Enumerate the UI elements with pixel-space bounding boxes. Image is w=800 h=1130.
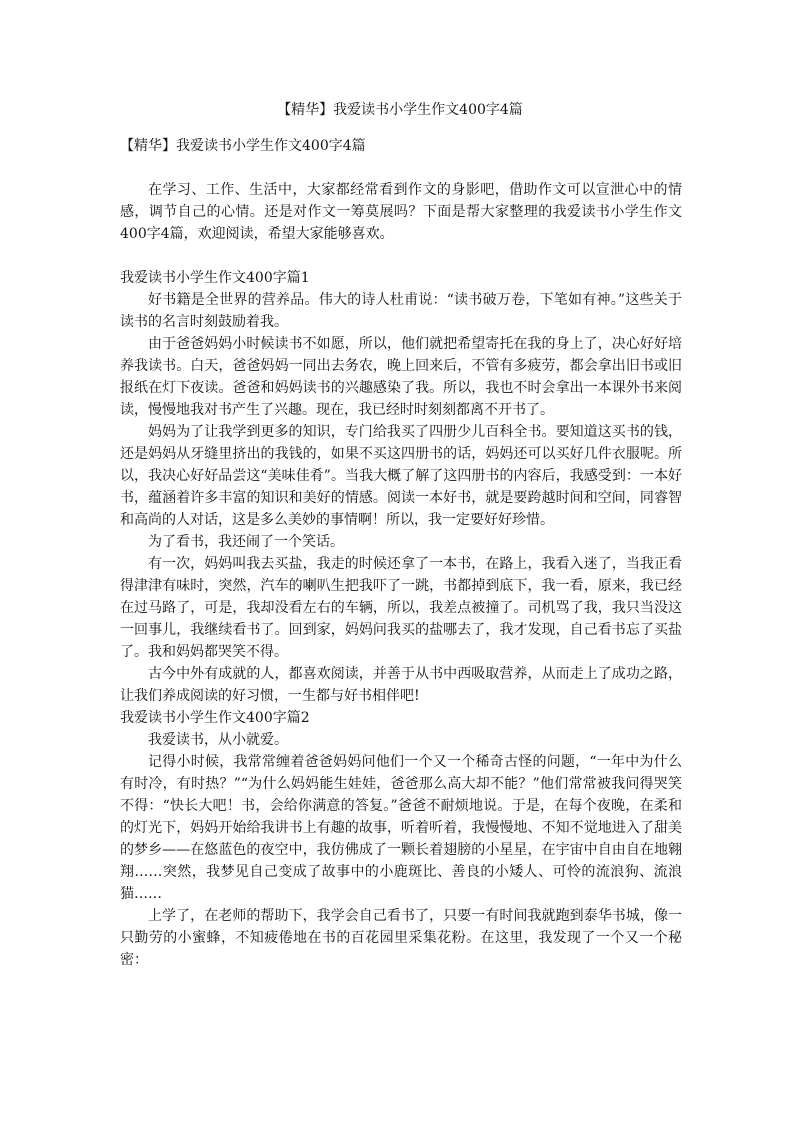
document-subtitle: 【精华】我爱读书小学生作文400字4篇 <box>120 138 366 154</box>
paragraph: 我爱读书，从小就爱。 <box>148 732 288 748</box>
paragraph: 为了看书，我还闹了一个笑话。 <box>148 534 344 550</box>
paragraph: 古今中外有成就的人，都喜欢阅读，并善于从书中西吸取营养，从而走上了成功之路，让我们养成阅读的好习惯，一生都与好书相伴吧! <box>120 666 682 704</box>
paragraph: 好书籍是全世界的营养品。伟大的诗人杜甫说：“读书破万卷，下笔如有神。”这些关于读书的名言时刻鼓励着我。 <box>120 292 682 330</box>
section-heading: 我爱读书小学生作文400字篇2 <box>120 710 310 726</box>
section-heading: 我爱读书小学生作文400字篇1 <box>120 270 310 286</box>
paragraph: 妈妈为了让我学到更多的知识，专门给我买了四册少儿百科全书。要知道这买书的钱，还是妈妈从牙缝里挤出的我钱的，如果不买这四册书的话，妈妈还可以买好几件衣服呢。所以，我决心好好品尝这“美味佳肴”。当我大概了解了这四册书的内容后，我感受到：一本好书，蕴涵着许多丰富的知识和美好的情感。阅读一本好书，就是要跨越时间和空间，同睿智和高尚的人对话，这是多么美妙的事情啊！所以，我一定要好好珍惜。 <box>120 424 682 528</box>
intro-paragraph: 在学习、工作、生活中，大家都经常看到作文的身影吧，借助作文可以宣泄心中的情感，调节自己的心情。还是对作文一筹莫展吗？下面是帮大家整理的我爱读书小学生作文400字4篇，欢迎阅读，希望大家能够喜欢。 <box>120 182 682 242</box>
paragraph: 有一次，妈妈叫我去买盐，我走的时候还拿了一本书，在路上，我看入迷了，当我正看得津津有味时，突然，汽车的喇叭生把我吓了一跳，书都掉到底下，我一看，原来，我已经在过马路了，可是，我却没看左右的车辆，所以，我差点被撞了。司机骂了我，我只当没这一回事儿，我继续看书了。回到家，妈妈问我买的盐哪去了，我才发现，自己看书忘了买盐了。我和妈妈都哭笑不得。 <box>120 556 682 660</box>
document-title: 【精华】我爱读书小学生作文400字4篇 <box>277 102 523 118</box>
paragraph: 记得小时候，我常常缠着爸爸妈妈问他们一个又一个稀奇古怪的问题，“一年中为什么有时冷，有时热？”“为什么妈妈能生娃娃，爸爸那么高大却不能？”他们常常被我问得哭笑不得：“快长大吧！书，会给你满意的答复。”爸爸不耐烦地说。于是，在每个夜晚，在柔和的灯光下，妈妈开始给我讲书上有趣的故事，听着听着，我慢慢地、不知不觉地进入了甜美的梦乡——在悠蓝色的夜空中，我仿佛成了一颗长着翅膀的小星星，在宇宙中自由自在地翱翔……突然，我梦见自己变成了故事中的小鹿斑比、善良的小矮人、可怜的流浪狗、流浪猫…… <box>120 754 682 902</box>
document-body <box>120 135 682 971</box>
paragraph: 由于爸爸妈妈小时候读书不如愿，所以，他们就把希望寄托在我的身上了，决心好好培养我读书。白天，爸爸妈妈一同出去务农，晚上回来后，不管有多疲劳，都会拿出旧书或旧报纸在灯下夜读。爸爸和妈妈读书的兴趣感染了我。所以，我也不时会拿出一本课外书来阅读，慢慢地我对书产生了兴趣。现在，我已经时时刻刻都离不开书了。 <box>120 336 682 418</box>
paragraph: 上学了，在老师的帮助下，我学会自己看书了，只要一有时间我就跑到泰华书城，像一只勤劳的小蜜蜂，不知疲倦地在书的百花园里采集花粉。在这里，我发现了一个又一个秘密： <box>120 908 682 968</box>
